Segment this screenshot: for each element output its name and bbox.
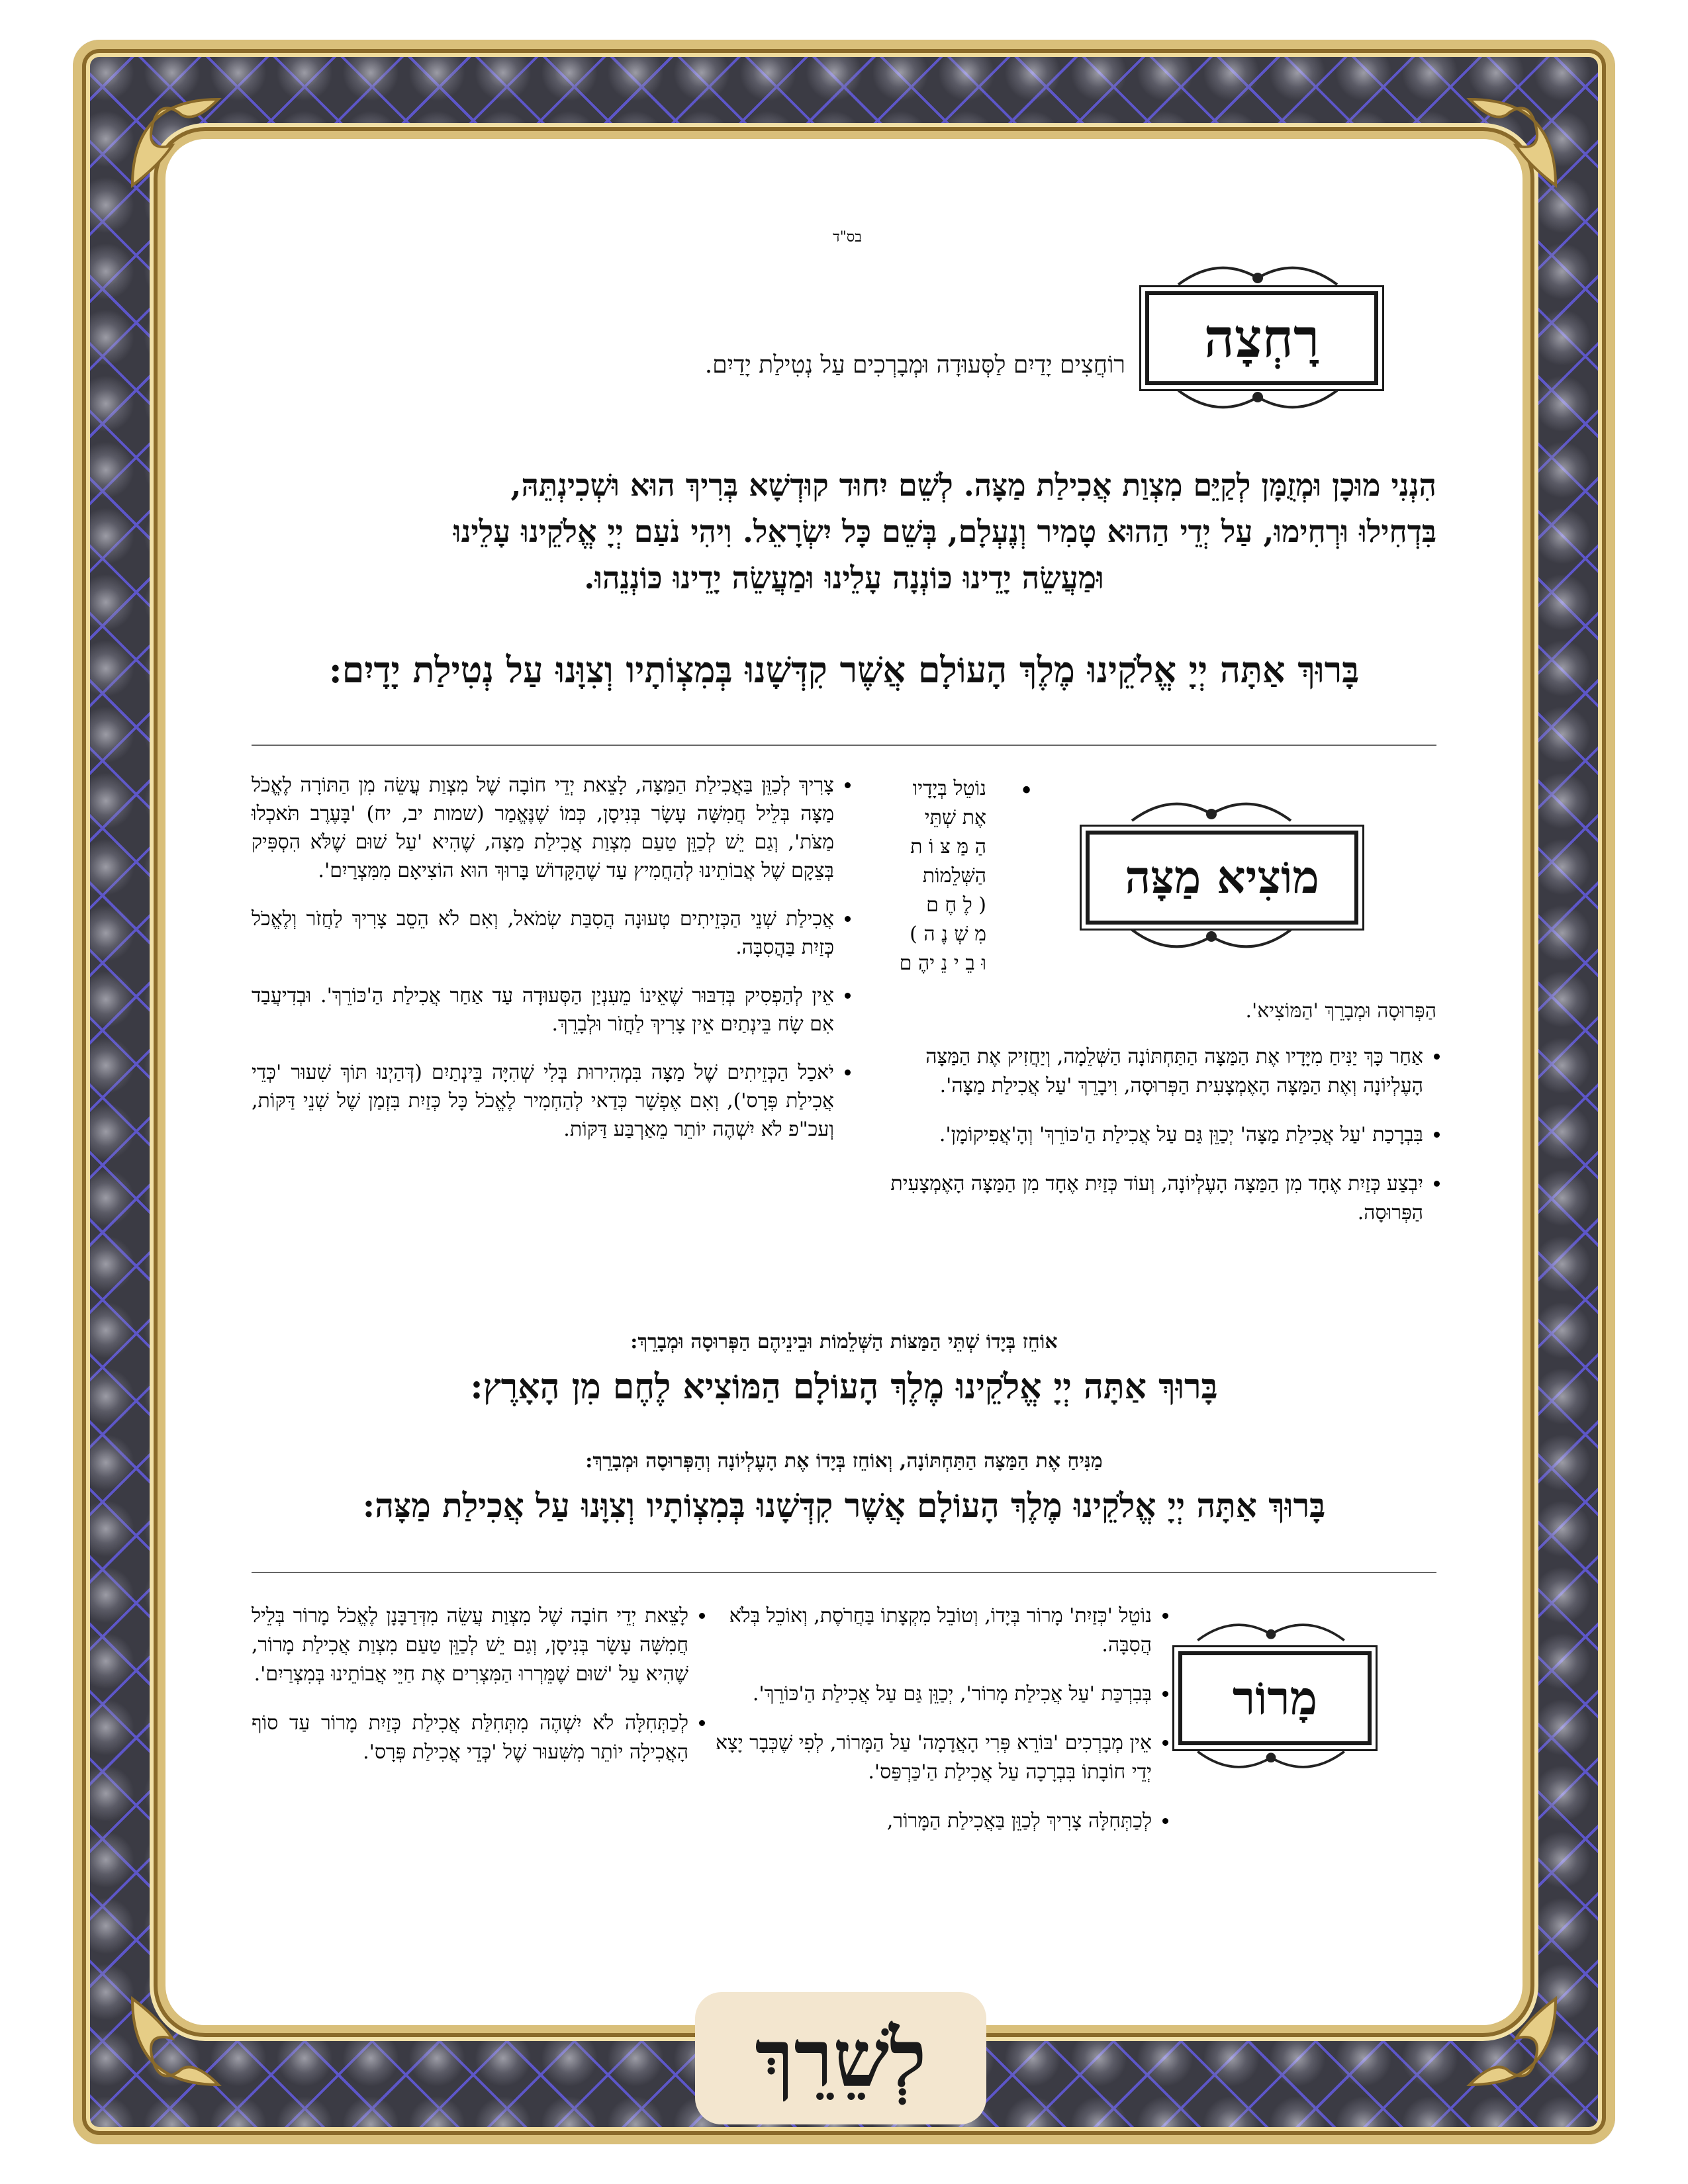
rachtzah-intention-line-2: בִּדְחִילוּ וּרְחִימוּ, עַל יְדֵי הַהוּא טָמִיר וְנֶעְלָם, בְּשֵׁם כָּל יִשְׂרָאֵל. וִיהִי נֹעַם יְיָ אֱלֹקֵינוּ עָלֵינוּ [453,514,1436,549]
rachtzah-intention-line-1: הִנְנִי מוּכָן וּמְזֻמָּן לְקַיֵּם מִצְוַת אֲכִילַת מַצָּה. לְשֵׁם יִחוּד קוּדְשָׁא בְּרִיךְ הוּא וּשְׁכִינְתֵּהּ, [510,467,1436,503]
divider-1 [252,745,1436,746]
list-item: • לְכַתְּחִלָּה לֹא יִשְׁהֶה מִתְּחִלַּת אֲכִילַת כְּזַיִת מָרוֹר עַד סוֹף הָאֲכִילָה יוֹתֵר מִשִּׁעוּר שֶׁל 'כְּדֵי אֲכִילַת פְּרָס'. [252,1709,688,1767]
vertical-line: ( לֶ חֶ ם [926,893,986,917]
corner-flourish-bottom-right [1456,1985,1569,2098]
scroll-ornament-bottom [1172,384,1344,424]
logo-text: לְשֵׁרֵךְ [755,2011,927,2105]
list-item: • אַחַר כָּךְ יַנִּיחַ מִיָּדָיו אֶת הַמַּצָּה הַתַּחְתּוֹנָה הַשְּׁלֵמָה, וְיַחֲזִיק אֶת הַמַּצָּה הָעֶלְיוֹנָה וְאֶת הַמַּצָּה הָאֶמְצָעִית הַפְּרוּסָה, וִיבָרֵךְ 'עַל אֲכִילַת מַצָּה'. [874,1042,1423,1101]
list-item: • אֵין מְבָרְכִים 'בּוֹרֵא פְּרִי הָאֲדָמָה' עַל הַמָּרוֹר, לְפִי שֶׁכְּבָר יָצָא יְדֵי חוֹבָתוֹ בִּבְרָכָה עַל אֲכִילַת הַ'כַּרְפַּס'. [715,1729,1152,1787]
maror-left-bullets [252,1602,715,1787]
list-item: • אֲכִילַת שְׁנֵי הַכְּזֵיתִים טְעוּנָה הֲסִבַּת שְׂמֹאל, וְאִם לֹא הֵסֵב צָרִיךְ לַחֲזֹר וְלֶאֱכֹל כְּזַיִת בַּהֲסִבָּה. [252,905,834,962]
motzi-vertical-text-block [874,774,986,978]
scroll-ornament-top [1125,788,1297,827]
scroll-ornament-top [1192,1608,1350,1648]
list-item: • בִּבְרָכַת 'עַל אֲכִילַת מַצָּה' יְכַוֵּן גַּם עַל אֲכִילַת הַ'כּוֹרֵךְ' וְהָ'אֲפִיקוֹמָן'. [874,1120,1423,1150]
maror-right-bullets [715,1602,1178,1856]
label-rachtzah: רָחְצָה [1145,291,1378,385]
motzi-left-bullets [252,771,861,1163]
list-item: • בְּבִרְכַּת 'עַל אֲכִילַת מָרוֹר', יְכַוֵּן גַּם עַל אֲכִילַת הַ'כּוֹרֵךְ'. [715,1680,1152,1709]
scroll-ornament-bottom [1192,1744,1350,1784]
header-mark: בס"ד [833,229,862,246]
label-motzi-matzah: מוֹצִיא מַצָּה [1086,831,1358,925]
vertical-line: וּ בֵ י נֵ יהֶ ם [899,952,986,975]
bullet-dot: • [1019,778,1034,805]
vertical-line: הַ מַּ צּ וֹ ת [910,835,986,858]
rachtzah-blessing: בָּרוּךְ אַתָּה יְיָ אֱלֹקֵינוּ מֶלֶךְ הָעוֹלָם אֲשֶׁר קִדְּשָׁנוּ בְּמִצְוֹתָיו וְצִוָּנוּ עַל נְטִילַת יָדָיִם: [328,649,1360,691]
corner-flourish-top-right [1456,86,1569,199]
rachtzah-instruction: רוֹחֲצִים יָדַיִם לַסְּעוּדָה וּמְבָרְכִים עַל נְטִילַת יָדַיִם. [704,351,1125,379]
corner-flourish-top-left [119,86,232,199]
vertical-line: מִ שְׁ נֶ ה ) [910,923,986,946]
list-item: • נוֹטֵל 'כְּזַיִת' מָרוֹר בְּיָדוֹ, וְטוֹבֵל מִקְצָתוֹ בַּחֲרֹסֶת, וְאוֹכֵל בְּלֹא הֲסִבָּה. [715,1602,1152,1660]
motzi-sub-instruction: הַפְּרוּסָה וּמְבָרֵךְ 'הַמּוֹצִיא'. [1245,999,1436,1023]
vertical-line: הַשְּׁלֵמוֹת [922,864,986,887]
rachtzah-intention-line-3: וּמַעֲשֵׂה יָדֵינוּ כּוֹנְנָה עָלֵינוּ וּמַעֲשֵׂה יָדֵינוּ כּוֹנְנֵהוּ. [584,560,1104,596]
logo [695,1992,986,2124]
corner-flourish-bottom-left [119,1985,232,2098]
label-maror: מָרוֹר [1178,1651,1372,1745]
list-item: • יֹאכַל הַכְּזֵיתִים שֶׁל מַצָּה בִּמְהִירוּת בְּלִי שְׁהִיָּה בֵּינְתַיִם (דְּהַיְנוּ תּוֹךְ שִׁעוּר 'כְּדֵי אֲכִילַת פְּרָס'), וְאִם אֶפְשָׁר כְּדַאי לְהַחְמִיר לֶאֱכֹל כָּל כְּזַיִת בִּזְמַן שֶׁל שְׁנֵי דַּקּוֹת, וְעכ"פ לֹא יִשְׁהֶה יוֹתֵר מֵאַרְבַּע דַּקּוֹת. [252,1058,834,1144]
motzi-instruction-1: אוֹחֵז בְּיָדוֹ שְׁתֵּי הַמַּצּוֹת הַשְּׁלֵמוֹת וּבֵינֵיהֶם הַפְּרוּסָה וּמְבָרֵךְ: [630,1330,1058,1353]
list-item: • יִבְצַע כְּזַיִת אֶחָד מִן הַמַּצָּה הָעֶלְיוֹנָה, וְעוֹד כְּזַיִת אֶחָד מִן הַמַּצָּה הָאֶמְצָעִית הַפְּרוּסָה. [874,1169,1423,1228]
list-item: • אֵין לְהַפְסִיק בְּדִבּוּר שֶׁאֵינוֹ מֵעִנְיַן הַסְּעוּדָה עַד אַחַר אֲכִילַת הַ'כּוֹרֵךְ'. וּבְדִיעֲבַד אִם שָׂח בֵּינְתַיִם אֵין צָרִיךְ לַחֲזֹר וּלְבָרֵךְ. [252,981,834,1038]
motzi-instruction-2: מַנִּיחַ אֶת הַמַּצָּה הַתַּחְתּוֹנָה, וְאוֹחֵז בְּיָדוֹ אֶת הָעֶלְיוֹנָה וְהַפְּרוּסָה וּמְבָרֵךְ: [585,1449,1103,1473]
motzi-blessing-1: בָּרוּךְ אַתָּה יְיָ אֱלֹקֵינוּ מֶלֶךְ הָעוֹלָם הַמּוֹצִיא לֶחֶם מִן הָאָרֶץ: [470,1367,1218,1407]
motzi-right-bullets [874,1042,1450,1248]
list-item: • צָרִיךְ לְכַוֵּן בַּאֲכִילַת הַמַּצָּה, לָצֵאת יְדֵי חוֹבָה שֶׁל מִצְוַת עֲשֵׂה מִן הַתּוֹרָה לֶאֱכֹל מַצָּה בְּלֵיל חֲמִשָּׁה עָשָׂר בְּנִיסָן, כְּמוֹ שֶׁנֶּאֱמַר (שמות יב, יח) 'בָּעֶרֶב תֹּאכְלוּ מַצֹּת', וְגַם יֵשׁ לְכַוֵּן טַעַם מִצְוַת אֲכִילַת מַצָּה, שֶׁהִיא 'עַל שׁוּם שֶׁלֹּא הִסְפִּיק בְּצֵקָם שֶׁל אֲבוֹתֵינוּ לְהַחֲמִיץ עַד שֶׁהַקָּדוֹשׁ בָּרוּךְ הוּא הוֹצִיאָם מִמִּצְרַיִם'. [252,771,834,885]
list-item: • לְכַתְּחִלָּה צָרִיךְ לְכַוֵּן בַּאֲכִילַת הַמָּרוֹר, [715,1807,1152,1836]
motzi-blessing-2: בָּרוּךְ אַתָּה יְיָ אֱלֹקֵינוּ מֶלֶךְ הָעוֹלָם אֲשֶׁר קִדְּשָׁנוּ בְּמִצְוֹתָיו וְצִוָּנוּ עַל אֲכִילַת מַצָּה: [362,1486,1326,1525]
divider-2 [252,1572,1436,1573]
list-item: • לָצֵאת יְדֵי חוֹבָה שֶׁל מִצְוַת עֲשֵׂה מִדְּרַבָּנָן לֶאֱכֹל מָרוֹר בְּלֵיל חֲמִשָּׁה עָשָׂר בְּנִיסָן, וְגַם יֵשׁ לְכַוֵּן טַעַם מִצְוַת אֲכִילַת מָרוֹר, שֶׁהִיא עַל 'שׁוּם שֶׁמֵּרְרוּ הַמִּצְרִים אֶת חַיֵּי אֲבוֹתֵינוּ בְּמִצְרַיִם'. [252,1602,688,1689]
scroll-ornament-bottom [1125,923,1297,963]
vertical-line: אֶת שְׁתֵּי [924,806,986,829]
vertical-line: נוֹטֵל בְּיָדָיו [912,777,986,800]
scroll-ornament-top [1172,251,1344,291]
